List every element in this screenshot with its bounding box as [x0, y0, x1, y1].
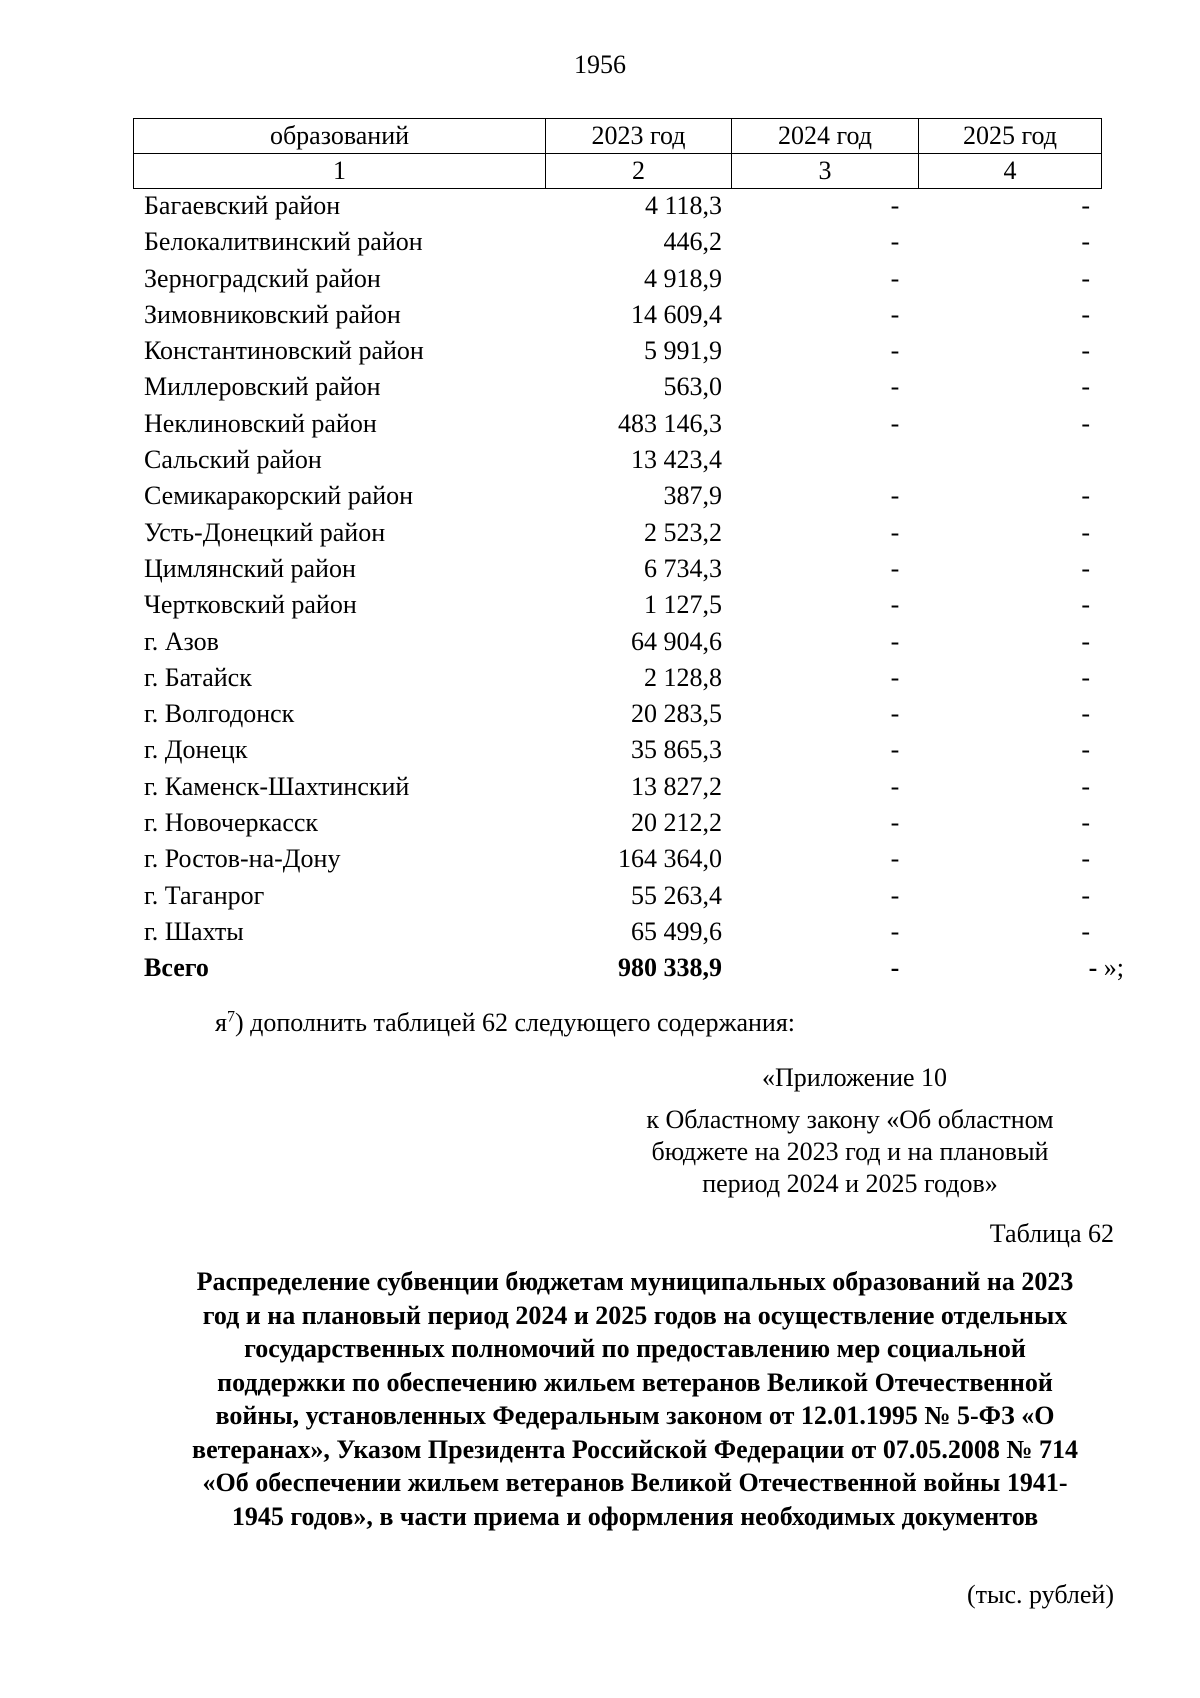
header-col2: 2023 год: [546, 119, 732, 154]
row-2024: -: [890, 808, 900, 838]
row-2024: -: [890, 771, 900, 801]
row-2023: 1 127,5: [644, 590, 722, 620]
row-2023: 55 263,4: [631, 880, 722, 910]
row-2023: 20 283,5: [631, 699, 722, 729]
row-2023: 2 523,2: [644, 517, 722, 547]
row-2023: 164 364,0: [618, 844, 722, 874]
row-2025: -: [1081, 263, 1090, 293]
addition-sup: 7: [226, 1008, 235, 1026]
row-2023: 446,2: [663, 227, 722, 257]
row-name: Семикаракорский район: [144, 481, 414, 511]
table-row: [0, 587, 1200, 623]
table-row: [0, 369, 1200, 405]
table-row: [0, 551, 1200, 587]
row-2023: 6 734,3: [644, 553, 722, 583]
row-2023: 14 609,4: [631, 299, 722, 329]
total-row: [0, 950, 1200, 986]
row-2023: 65 499,6: [631, 916, 722, 946]
header-num2: 2: [546, 154, 732, 189]
row-name: Константиновский район: [144, 336, 424, 366]
addition-letter: я: [215, 1008, 227, 1037]
row-2023: 563,0: [663, 372, 722, 402]
addition-text: ) дополнить таблицей 62 следующего содержания:: [234, 1008, 796, 1037]
table-row: [0, 333, 1200, 369]
row-2024: -: [890, 699, 900, 729]
row-2023: 4 118,3: [644, 191, 722, 220]
appendix-subtitle: [600, 1104, 1100, 1200]
row-2023: 2 128,8: [644, 662, 722, 692]
table-row: [0, 224, 1200, 260]
header-col1: образований: [134, 119, 546, 154]
addition-paragraph: [215, 1008, 795, 1038]
row-name: г. Шахты: [144, 916, 244, 946]
table-row: [0, 297, 1200, 333]
row-2024: -: [890, 299, 900, 329]
row-name: Чертковский район: [144, 590, 357, 620]
row-name: г. Донецк: [144, 735, 248, 765]
row-2025: -: [1081, 553, 1090, 583]
row-2025: -: [1081, 336, 1090, 366]
row-2024: -: [890, 590, 900, 620]
table-row: [0, 624, 1200, 660]
total-2024: -: [890, 953, 900, 983]
row-2024: -: [890, 844, 900, 874]
title-line: 1945 годов», в части приема и оформления необходимых документов: [231, 1501, 1039, 1531]
row-2025: -: [1081, 372, 1090, 402]
row-2025: -: [1081, 916, 1090, 946]
total-2025: -: [1088, 953, 1098, 983]
row-2024: -: [890, 662, 900, 692]
row-name: Зимовниковский район: [144, 299, 401, 329]
row-2023: 13 827,2: [631, 771, 722, 801]
appendix-title: «Приложение 10: [762, 1063, 948, 1092]
row-name: Белокалитвинский район: [144, 227, 423, 257]
header-col4: 2025 год: [919, 119, 1102, 154]
table-row: [0, 660, 1200, 696]
row-2024: -: [890, 227, 900, 257]
table-header: [133, 118, 1102, 189]
row-2023: 387,9: [663, 481, 722, 511]
header-num3: 3: [732, 154, 919, 189]
row-2025: -: [1081, 699, 1090, 729]
table-row: [0, 478, 1200, 514]
units-label: (тыс. рублей): [966, 1580, 1114, 1609]
row-2024: -: [890, 191, 900, 220]
row-2024: -: [890, 553, 900, 583]
row-name: г. Таганрог: [144, 880, 265, 910]
total-2025-cell: [1089, 950, 1124, 986]
table-row: [0, 732, 1200, 768]
table-row: [0, 914, 1200, 950]
row-2024: -: [890, 263, 900, 293]
page-number: 1956: [574, 50, 626, 79]
row-name: г. Батайск: [144, 662, 252, 692]
title-line: ветеранах», Указом Президента Российской Федерации от 07.05.2008 № 714: [192, 1434, 1078, 1464]
title-line: «Об обеспечении жильем ветеранов Великой Отечественной войны 1941-: [202, 1468, 1068, 1497]
row-name: Сальский район: [144, 445, 322, 475]
title-line: Распределение субвенции бюджетам муниципальных образований на 2023: [196, 1267, 1074, 1296]
row-2025: -: [1081, 771, 1090, 801]
table-row: [0, 878, 1200, 914]
row-2023: 64 904,6: [631, 626, 722, 656]
row-2024: -: [890, 408, 900, 438]
row-2023: 483 146,3: [618, 408, 722, 438]
header-num1: 1: [134, 154, 546, 189]
table-row: [0, 261, 1200, 297]
appendix-line: период 2024 и 2025 годов»: [702, 1169, 998, 1198]
row-name: Усть-Донецкий район: [144, 517, 386, 547]
row-2023: 4 918,9: [644, 263, 722, 293]
table-row: [0, 188, 1200, 224]
row-2025: -: [1081, 481, 1090, 511]
title-line: войны, установленных Федеральным законом от 12.01.1995 № 5-ФЗ «О: [215, 1401, 1055, 1430]
appendix-line: к Областному закону «Об областном: [646, 1105, 1054, 1134]
row-2024: -: [890, 517, 900, 547]
table-row: [0, 696, 1200, 732]
header-col3: 2024 год: [732, 119, 919, 154]
quote-end: »;: [1097, 953, 1124, 983]
row-2025: -: [1081, 626, 1090, 656]
row-name: Миллеровский район: [144, 372, 381, 402]
row-name: Зерноградский район: [144, 263, 381, 293]
row-2024: -: [890, 880, 900, 910]
row-name: г. Новочеркасск: [144, 808, 319, 838]
row-2023: 13 423,4: [631, 445, 722, 475]
row-2025: -: [1081, 191, 1090, 220]
row-name: Багаевский район: [144, 191, 341, 220]
row-2025: -: [1081, 590, 1090, 620]
table-row: [0, 841, 1200, 877]
row-2025: -: [1081, 227, 1090, 257]
row-2023: 5 991,9: [644, 336, 722, 366]
title-line: государственных полномочий по предоставлению мер социальной: [244, 1334, 1026, 1363]
row-2025: -: [1081, 662, 1090, 692]
row-2024: -: [890, 481, 900, 511]
row-2025: -: [1081, 299, 1090, 329]
row-2025: -: [1081, 735, 1090, 765]
document-title: [140, 1265, 1130, 1533]
total-2023: 980 338,9: [618, 953, 722, 983]
row-2024: -: [890, 916, 900, 946]
table-row: [0, 515, 1200, 551]
row-2025: -: [1081, 517, 1090, 547]
row-name: г. Азов: [144, 626, 219, 656]
row-2025: -: [1081, 844, 1090, 874]
table-row: [0, 406, 1200, 442]
row-name: г. Волгодонск: [144, 699, 295, 729]
table-label: Таблица 62: [989, 1219, 1114, 1248]
row-2024: -: [890, 336, 900, 366]
total-name: Всего: [144, 953, 209, 983]
row-2025: -: [1081, 808, 1090, 838]
row-2023: 35 865,3: [631, 735, 722, 765]
row-name: г. Ростов-на-Дону: [144, 844, 341, 874]
row-2025: -: [1081, 880, 1090, 910]
row-name: Неклиновский район: [144, 408, 377, 438]
row-2023: 20 212,2: [631, 808, 722, 838]
row-2025: -: [1081, 408, 1090, 438]
appendix-line: бюджете на 2023 год и на плановый: [651, 1137, 1049, 1166]
row-2024: -: [890, 372, 900, 402]
header-num4: 4: [919, 154, 1102, 189]
row-2024: -: [890, 735, 900, 765]
row-name: г. Каменск-Шахтинский: [144, 771, 410, 801]
table-row: [0, 769, 1200, 805]
table-row: [0, 805, 1200, 841]
row-2024: -: [890, 626, 900, 656]
table-row: [0, 442, 1200, 478]
title-line: поддержки по обеспечению жильем ветеранов Великой Отечественной: [217, 1367, 1053, 1397]
title-line: год и на плановый период 2024 и 2025 годов на осуществление отдельных: [202, 1300, 1068, 1330]
table-body: [0, 188, 1200, 987]
row-name: Цимлянский район: [144, 553, 356, 583]
